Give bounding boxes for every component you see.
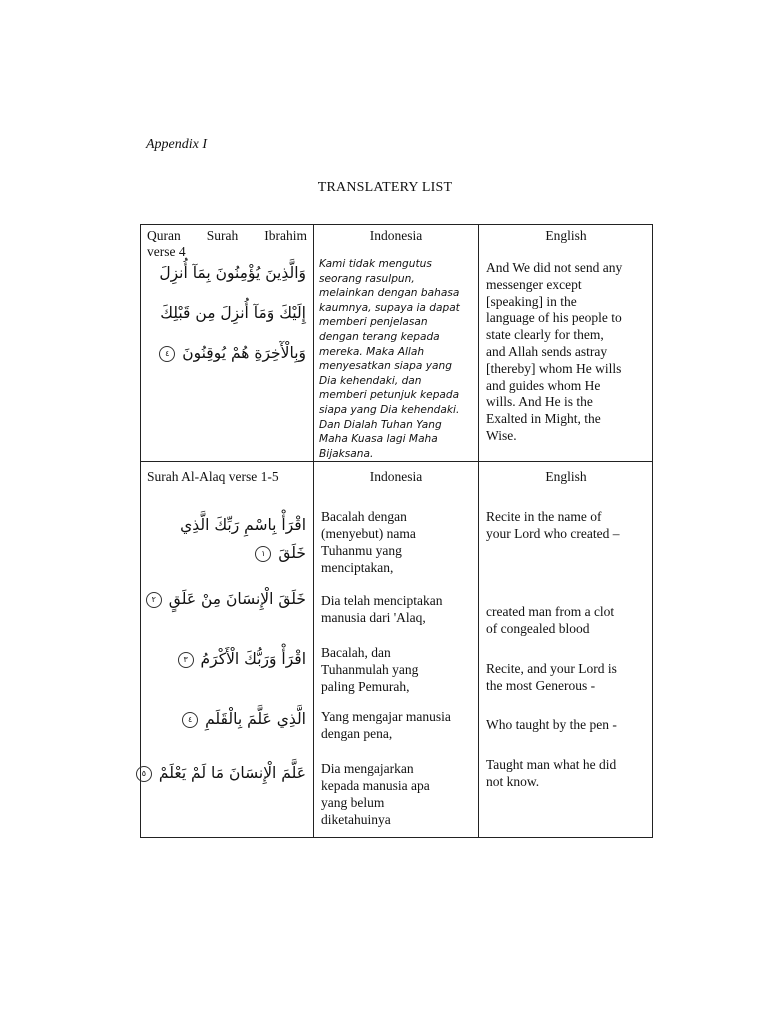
text-line: the most Generous - [486, 678, 596, 693]
indonesia-translation [321, 592, 477, 626]
english-header: English [545, 469, 587, 484]
text-line: Dia telah menciptakan [321, 593, 443, 608]
text-line: Dia kehendaki, dan [319, 374, 422, 387]
text-line: Who taught by the pen - [486, 717, 617, 732]
english-translation [486, 260, 652, 445]
text-line: Taught man what he did [486, 757, 617, 772]
indonesia-translation [321, 508, 477, 576]
indonesia-translation [321, 708, 477, 742]
text-line: of congealed blood [486, 621, 590, 636]
text-line: state clearly for them, [486, 327, 604, 343]
text-line: Wise. [486, 427, 517, 443]
english-translation [486, 660, 652, 694]
text-line: Recite in the name of [486, 509, 602, 524]
appendix-label: Appendix I [146, 137, 208, 152]
text-line: dengan pena, [321, 726, 393, 741]
english-translation [486, 716, 652, 733]
arabic-verse: اقْرَأْ بِاسْمِ رَبِّكَ الَّذِي خَلَقَ ١ [180, 516, 306, 562]
text-line: language of his people to [486, 310, 622, 326]
page-title: TRANSLATERY LIST [317, 180, 453, 195]
column-divider [313, 225, 314, 837]
source-label-line1: Quran Surah Ibrahim [147, 228, 307, 243]
arabic-verse: اقْرَأْ وَرَبُّكَ الْأَكْرَمُ ٣ [176, 649, 306, 669]
translation-table [140, 224, 653, 838]
arabic-verse: خَلَقَ الْإِنسَانَ مِنْ عَلَقٍ ٢ [144, 589, 306, 609]
text-line: Bacalah, dan [321, 645, 391, 660]
arabic-verse-line: إِلَيْكَ وَمَآ أُنزِلَ مِن قَبْلِكَ [160, 304, 306, 322]
text-line: Maha Kuasa lagi Maha [319, 433, 438, 446]
text-line: and Allah sends astray [486, 343, 608, 359]
text-line: (menyebut) nama [321, 526, 416, 541]
verse-number-icon: ٤ [159, 346, 175, 362]
english-header: English [545, 228, 587, 243]
text-line: wills. And He is the [486, 394, 593, 410]
text-line: and guides whom He [486, 377, 601, 393]
verse-number-icon: ٥ [136, 766, 152, 782]
text-line: kaumnya, supaya ia dapat [319, 301, 460, 314]
text-line: memberi petunjuk kepada [319, 389, 460, 402]
text-line: Kami tidak mengutus [319, 258, 432, 270]
text-line: Dan Dialah Tuhan Yang [319, 418, 442, 431]
text-line: kepada manusia apa [321, 778, 430, 793]
text-line: yang belum [321, 795, 385, 810]
text-line: menciptakan, [321, 560, 394, 575]
text-line: Recite, and your Lord is [486, 661, 617, 676]
text-line: your Lord who created – [486, 526, 620, 541]
text-line: messenger except [486, 276, 582, 292]
text-line: melainkan dengan bahasa [319, 287, 460, 300]
text-line: And We did not send any [486, 260, 623, 275]
source-label-line2: verse 4 [147, 244, 186, 259]
text-line: Bacalah dengan [321, 509, 407, 524]
indonesia-header: Indonesia [369, 228, 423, 243]
arabic-verse-line: وَالَّذِينَ يُؤْمِنُونَ بِمَآ أُنزِلَ [159, 264, 306, 282]
source-label: Surah Al-Alaq verse 1-5 [147, 469, 279, 484]
column-divider [478, 225, 479, 837]
text-line: paling Pemurah, [321, 679, 410, 694]
text-line: Bijaksana. [319, 447, 374, 460]
arabic-verse-line: وَبِالْأٓخِرَةِ هُمْ يُوقِنُونَ ٤ [157, 343, 306, 363]
indonesia-translation [321, 760, 477, 828]
verse-number-icon: ٣ [178, 652, 194, 668]
text-line: Tuhanmulah yang [321, 662, 419, 677]
text-line: seorang rasulpun, [319, 272, 415, 285]
text-line: Dia mengajarkan [321, 761, 414, 776]
text-line: diketahuinya [321, 812, 391, 827]
english-translation [486, 603, 652, 637]
text-line: mereka. Maka Allah [319, 345, 425, 358]
text-line: created man from a clot [486, 604, 615, 619]
english-translation [486, 756, 652, 790]
text-line: Yang mengajar manusia [321, 709, 451, 724]
verse-number-icon: ٢ [146, 592, 162, 608]
text-line: dengan terang kepada [319, 330, 440, 343]
text-line: [speaking] in the [486, 293, 577, 309]
indonesia-translation [321, 644, 477, 695]
english-translation [486, 508, 652, 542]
text-line: not know. [486, 774, 540, 789]
text-line: [thereby] whom He wills [486, 360, 622, 376]
verse-number-icon: ٤ [182, 712, 198, 728]
text-line: manusia dari 'Alaq, [321, 610, 426, 625]
indonesia-translation [319, 257, 477, 461]
text-line: memberi penjelasan [319, 316, 428, 329]
text-line: menyesatkan siapa yang [319, 360, 452, 373]
text-line: siapa yang Dia kehendaki. [319, 403, 460, 416]
text-line: Tuhanmu yang [321, 543, 402, 558]
arabic-verse: عَلَّمَ الْإِنسَانَ مَا لَمْ يَعْلَمْ ٥ [134, 763, 306, 783]
arabic-verse: الَّذِي عَلَّمَ بِالْقَلَمِ ٤ [180, 709, 306, 729]
verse-number-icon: ١ [255, 546, 271, 562]
text-line: Exalted in Might, the [486, 411, 601, 427]
indonesia-header: Indonesia [369, 469, 423, 484]
